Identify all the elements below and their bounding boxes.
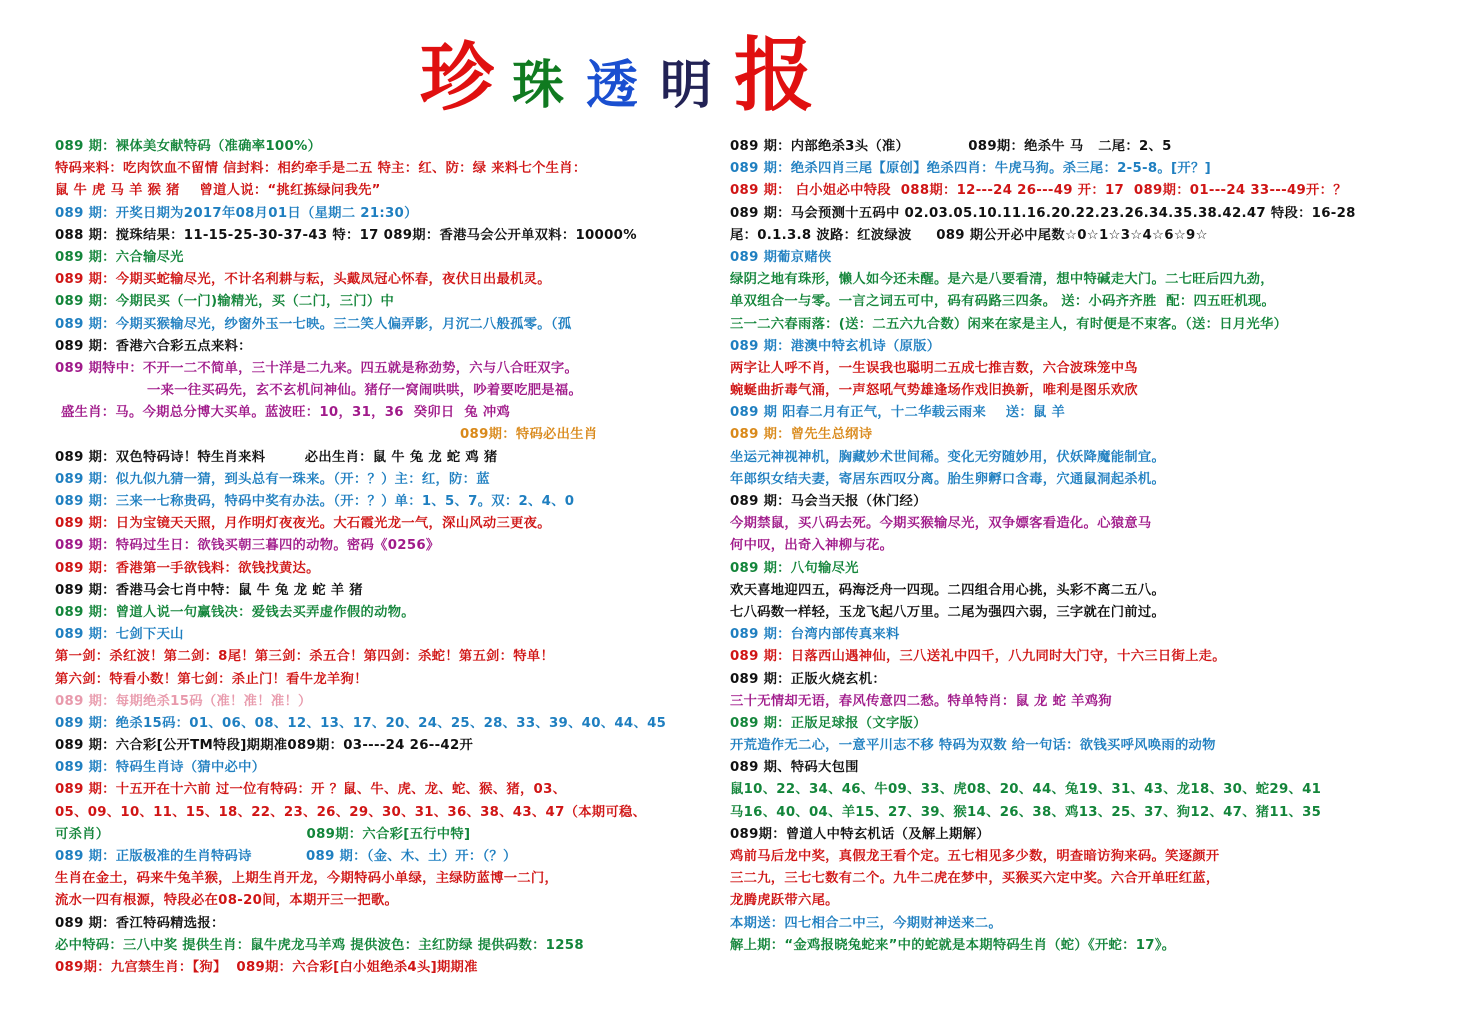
right-text-line: 本期送：四七相合二中三，今期财神送来二。 [730,915,1002,931]
left-text-line: 089 期：三来一七称贵码，特码中奖有办法。（开：？）单：1、5、7。双：2、4、0 [55,494,575,509]
right-text-line: 解上期：“金鸡报晓兔蛇来”中的蛇就是本期特码生肖（蛇）《开蛇：17》。 [730,937,1176,953]
left-text-line: 089 期：正版极准的生肖特码诗 089 期：（金、木、土）开：（？） [55,849,517,864]
left-text-line: 089期：九宫禁生肖：【狗】 089期：六合彩[白小姐绝杀4头]期期准 [55,959,478,975]
right-text-line: 绿阴之地有珠形，懒人如今还未醒。是六是八要看清，想中特碱走大门。二七旺后四九劲， [730,272,1274,288]
right-text-line: 今期禁鼠，买八码去死。今期买猴输尽光，双争嫖客看造化。心猿意马 [730,516,1152,532]
left-text-line: 第一剑：杀红波！第二剑：8尾！第三剑：杀五合！第四剑：杀蛇！第五剑：特单！ [55,649,555,665]
left-text-line: 089 期特中：不开一二不简单，三十洋是二九来。四五就是称劲势，六与八合旺双字。 [55,360,579,376]
left-text-line: 088 期：搅珠结果：11-15-25-30-37-43 特：17 089期：香港马会公开单双料：10000% [55,227,637,243]
left-text-line: 089期：特码必出生肖 [460,427,598,443]
right-text-line: 两字让人呼不肖，一生误我也聪明二五成七推吉数，六合波珠笼中鸟 [730,360,1138,376]
right-text-line: 单双组合一与零。一言之词五可中，码有码路三四条。 送：小码齐齐胜 配：四五旺机现。 [730,294,1276,310]
left-text-line: 089 期：裸体美女献特码（准确率100%） [55,139,322,154]
right-text-line: 鼠10、22、34、46、牛09、33、虎08、20、44、兔19、31、43、龙18、30、蛇29、41 [730,782,1322,798]
title-char-2: 珠 [512,55,565,116]
left-text-line: 生肖在金土，码来牛兔羊猴，上期生肖开龙，今期特码小单绿，主绿防蓝博一二门， [55,871,559,887]
left-text-line: 089 期：七剑下天山 [55,627,184,643]
right-text-line: 089 期、特码大包围 [730,760,859,776]
title-char-4: 明 [660,55,713,116]
right-text-line: 三十无情却无语，春风传意四二愁。特单特肖：鼠 龙 蛇 羊鸡狗 [730,693,1112,709]
right-text-line: 089 期：马会预测十五码中 02.03.05.10.11.16.20.22.23.26.34.35.38.42.47 特段：16-28 [730,205,1356,221]
title-char-1: 珍 [420,35,494,121]
right-text-line: 龙腾虎跃带六尾。 [730,893,839,909]
right-text-line: 089 期：正版火烧玄机： [730,671,886,687]
left-text-line: 必中特码：三八中奖 提供生肖：鼠牛虎龙马羊鸡 提供波色：主红防绿 提供码数：1258 [55,937,584,953]
right-text-line: 何中叹，出奇入神柳与花。 [730,538,894,554]
left-text-line: 089 期：香港第一手欲钱料：欲钱找黄达。 [55,560,320,576]
left-text-line: 089 期：曾道人说一句赢钱决：爱钱去买弄虚作假的动物。 [55,604,415,620]
page-title [420,30,814,120]
left-text-line: 089 期：特码过生日：欲钱买朝三暮四的动物。密码《0256》 [55,538,440,554]
right-text-line: 年郎织女结夫妻，寄居东西叹分离。胎生卵孵口含毒，穴通鼠洞起杀机。 [730,471,1166,487]
left-column [55,136,670,979]
right-text-line: 七八码数一样轻，玉龙飞起八万里。二尾为强四六弱，三字就在门前过。 [730,604,1166,620]
right-text-line: 089 期：日落西山遇神仙，三八送礼中四千，八九同时大门守，十六三日街上走。 [730,649,1226,665]
right-text-line: 尾：0.1.3.8 波路：红波绿波 089 期公开必中尾数☆0☆1☆3☆4☆6☆9☆ [730,227,1208,243]
right-text-line: 开荒造作无二心，一意平川志不移 特码为双数 给一句话：欲钱买呼风唤雨的动物 [730,738,1216,754]
right-text-line: 089 期： 白小姐必中特段 088期：12---24 26---49 开：17 089期：01---24 33---49开：？ [730,183,1347,199]
left-text-line: 盛生肖：马。今期总分博大买单。蓝波旺：10，31，36 癸卯日 兔 冲鸡 [61,405,511,421]
left-text-line: 089 期：似九似九猜一猜，到头总有一珠来。（开：？）主：红，防：蓝 [55,471,490,487]
right-text-line: 089 期：内部绝杀3头（准） 089期：绝杀牛 马 二尾：2、5 [730,139,1172,154]
right-text-line: 089 期：八句输尽光 [730,560,859,576]
left-text-line: 一来一往买码先，玄不玄机问神仙。猪仔一窝闹哄哄，吵着要吃肥是福。 [147,383,583,399]
left-text-line: 089 期：日为宝镜天天照，月作明灯夜夜光。大石霞光龙一气，深山风动三更夜。 [55,516,551,532]
right-text-line: 马16、40、04、羊15、27、39、猴14、26、38、鸡13、25、37、狗12、47、猪11、35 [730,804,1322,820]
left-text-line: 089 期：今期民买（一门)输精光，买（二门，三门）中 [55,294,395,310]
left-text-line: 鼠 牛 虎 马 羊 猴 猪 曾道人说：“挑红拣绿问我先” [55,183,381,199]
right-text-line: 三一二六春雨落：(送：二五六九合数）闲来在家是主人，有时便是不束客。（送：日月光华） [730,316,1288,332]
left-text-line: 流水一四有根源，特段必在08-20间，本期开三一把歌。 [55,893,399,909]
left-text-line: 可杀肖） 089期：六合彩[五行中特] [55,826,471,842]
left-text-line: 089 期：双色特码诗！特生肖来料 必出生肖：鼠 牛 兔 龙 蛇 鸡 猪 [55,449,498,465]
left-text-line: 089 期：十五开在十六前 过一位有特码：开 ？鼠、牛、虎、龙、蛇、猴、猪，03、 [55,782,567,798]
right-text-line: 089 期：港澳中特玄机诗（原版） [730,338,941,354]
left-text-line: 089 期：特码生肖诗（猜中必中） [55,760,266,776]
right-text-line: 089 期：曾先生总纲诗 [730,427,873,443]
left-text-line: 特码来料：吃肉饮血不留情 信封料：相约牵手是二五 特主：红、防：绿 来料七个生肖： [55,161,587,177]
right-text-line: 089 期：马会当天报（休门经） [730,494,927,509]
left-text-line: 089 期：六合输尽光 [55,249,184,265]
right-text-line: 089期：曾道人中特玄机话（及解上期解） [730,826,990,842]
left-text-line: 089 期：绝杀15码：01、06、08、12、13、17、20、24、25、28、33、39、40、44、45 [55,715,667,731]
left-text-line: 第六剑：特看小数！第七剑：杀止门！看牛龙羊狗！ [55,671,368,687]
right-text-line: 089 期：绝杀四肖三尾【原创】绝杀四肖：牛虎马狗。杀三尾：2-5-8。[开？] [730,161,1211,177]
left-text-line: 089 期：开奖日期为2017年08月01日（星期二 21:30） [55,205,418,221]
right-text-line: 坐运元神视神机，胸藏妙术世间稀。变化无穷随妙用，伏妖降魔能制宜。 [730,449,1166,465]
left-text-line: 089 期：每期绝杀15码（准！准！准！） [55,693,312,709]
left-text-line: 05、09、10、11、15、18、22、23、26、29、30、31、36、38、43、47（本期可稳、 [55,804,647,820]
right-text-line: 欢天喜地迎四五，码海泛舟一四现。二四组合用心挑，头彩不离二五八。 [730,582,1166,598]
left-text-line: 089 期：六合彩[公开TM特段]期期准089期：03----24 26--42开 [55,738,474,754]
right-text-line: 089 期：正版足球报（文字版） [730,715,927,731]
right-text-line: 蜿蜒曲折毒气涌，一声怒吼气势雄逢场作戏旧换新，唯利是图乐欢欣 [730,383,1138,399]
right-text-line: 089 期 阳春二月有正气，十二华载云雨来 送：鼠 羊 [730,405,1066,421]
right-column [730,136,1430,957]
left-text-line: 089 期：今期买猴输尽光，纱窗外玉一七映。三二笑人偏弄影，月沉二八般孤零。（孤 [55,316,572,332]
right-text-line: 三二九，三七七数有二个。九牛二虎在梦中，买猴买六定中奖。六合开单旺红蓝， [730,871,1220,887]
right-text-line: 089 期：台湾内部传真来料 [730,627,900,643]
left-text-line: 089 期：香港马会七肖中特：鼠 牛 兔 龙 蛇 羊 猪 [55,582,363,598]
left-text-line: 089 期：今期买蛇输尽光，不计名利耕与耘，头戴凤冠心怀春，夜伏日出最机灵。 [55,272,551,288]
title-char-3: 透 [586,55,639,116]
right-text-line: 鸡前马后龙中奖，真假龙王看个定。五七相见多少数，明查暗访狗来码。笑逐颜开 [730,849,1220,864]
title-char-5: 报 [734,28,815,122]
right-text-line: 089 期葡京赌侠 [730,249,832,265]
left-text-line: 089 期：香港六合彩五点来料： [55,338,252,354]
left-text-line: 089 期：香江特码精选报： [55,915,225,931]
